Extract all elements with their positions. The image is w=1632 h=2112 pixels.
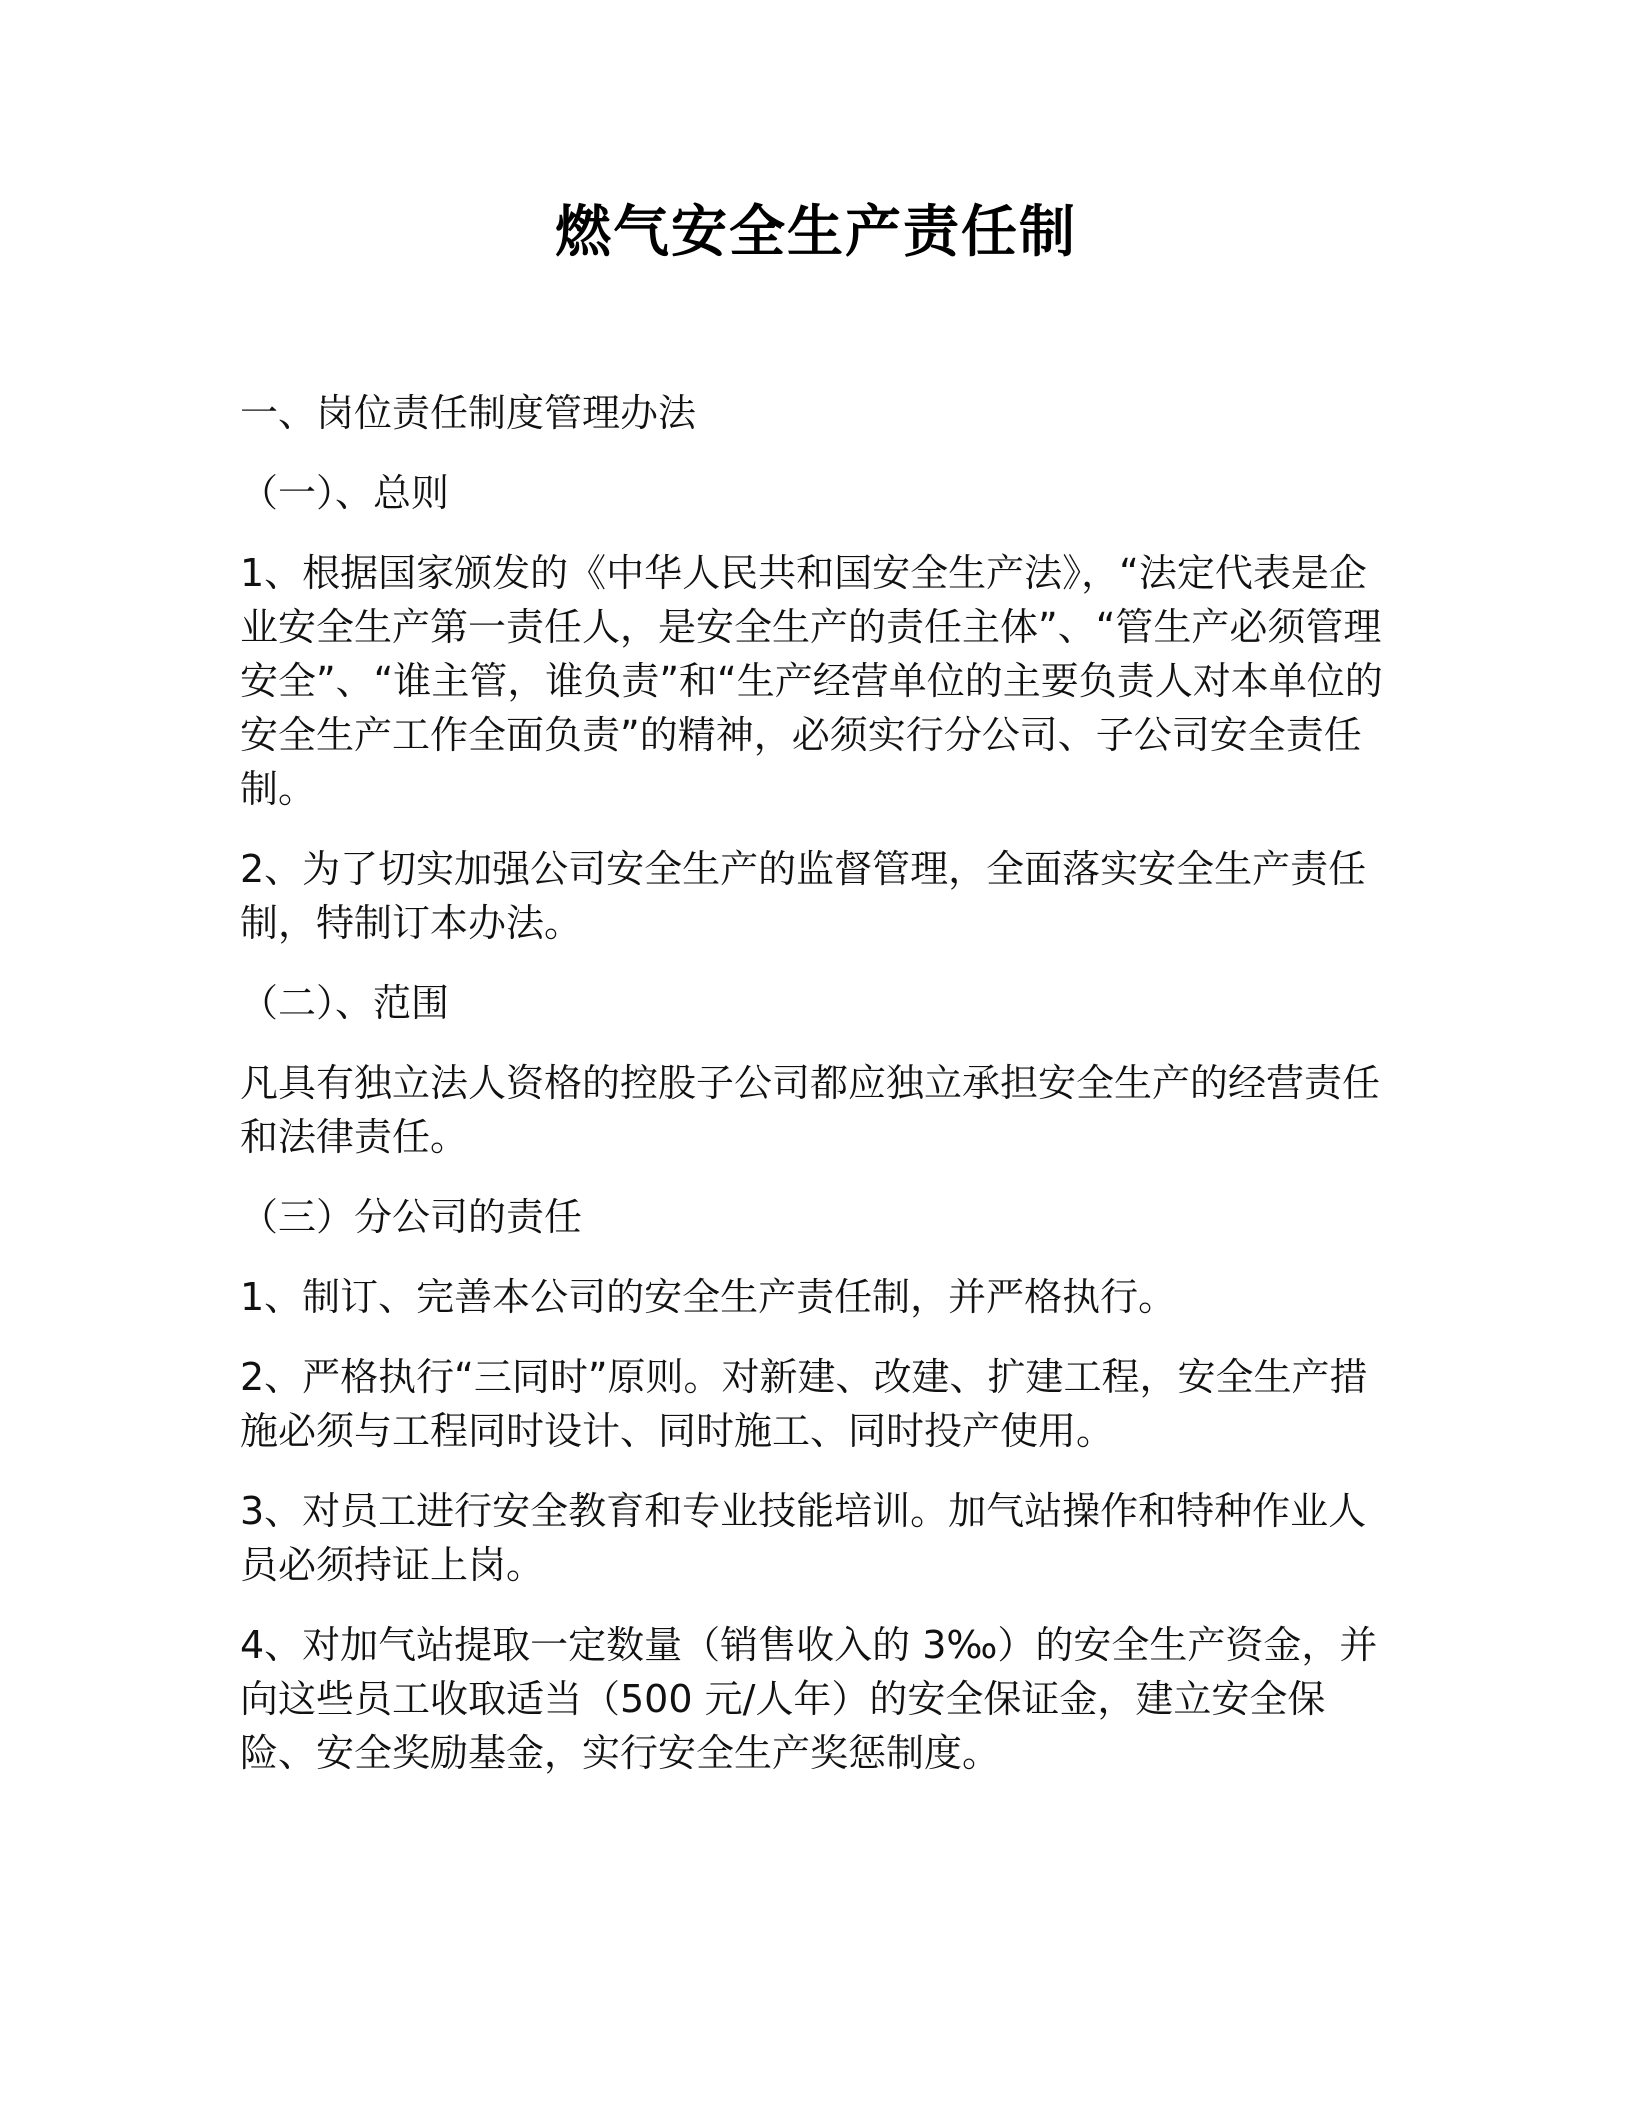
paragraph-branch-duty-2: 2、严格执行“三同时”原则。对新建、改建、扩建工程，安全生产措施必须与工程同时设计、同时施工、同时投产使用。 — [240, 1355, 1368, 1453]
paragraph-branch-duty-1: 1、制订、完善本公司的安全生产责任制，并严格执行。 — [240, 1275, 1177, 1319]
document-body — [240, 386, 1392, 1780]
paragraph-branch-duty-4: 4、对加气站提取一定数量（销售收入的 3‰）的安全生产资金，并向这些员工收取适当（500 元/人年）的安全保证金，建立安全保险、安全奖励基金，实行安全生产奖惩制度。 — [240, 1623, 1378, 1775]
paragraph-branch-duty-3: 3、对员工进行安全教育和专业技能培训。加气站操作和特种作业人员必须持证上岗。 — [240, 1489, 1367, 1587]
section-heading: 一、岗位责任制度管理办法 — [240, 391, 697, 435]
paragraph-scope: 凡具有独立法人资格的控股子公司都应独立承担安全生产的经营责任和法律责任。 — [240, 1061, 1381, 1159]
subsection-heading-branch-duties: （三）分公司的责任 — [240, 1195, 583, 1239]
document-title: 燃气安全生产责任制 — [555, 199, 1077, 265]
subsection-heading-scope: （二）、范围 — [240, 981, 450, 1025]
paragraph-general-1: 1、根据国家颁发的《中华人民共和国安全生产法》，“法定代表是企业安全生产第一责任人，是安全生产的责任主体”、“管生产必须管理安全”、“谁主管，谁负责”和“生产经营单位的主要负责人对本单位的安全生产工作全面负责”的精神，必须实行分公司、子公司安全责任制。 — [240, 551, 1383, 811]
subsection-heading-general: （一）、总则 — [240, 471, 450, 515]
paragraph-general-2: 2、为了切实加强公司安全生产的监督管理，全面落实安全生产责任制，特制订本办法。 — [240, 847, 1367, 945]
